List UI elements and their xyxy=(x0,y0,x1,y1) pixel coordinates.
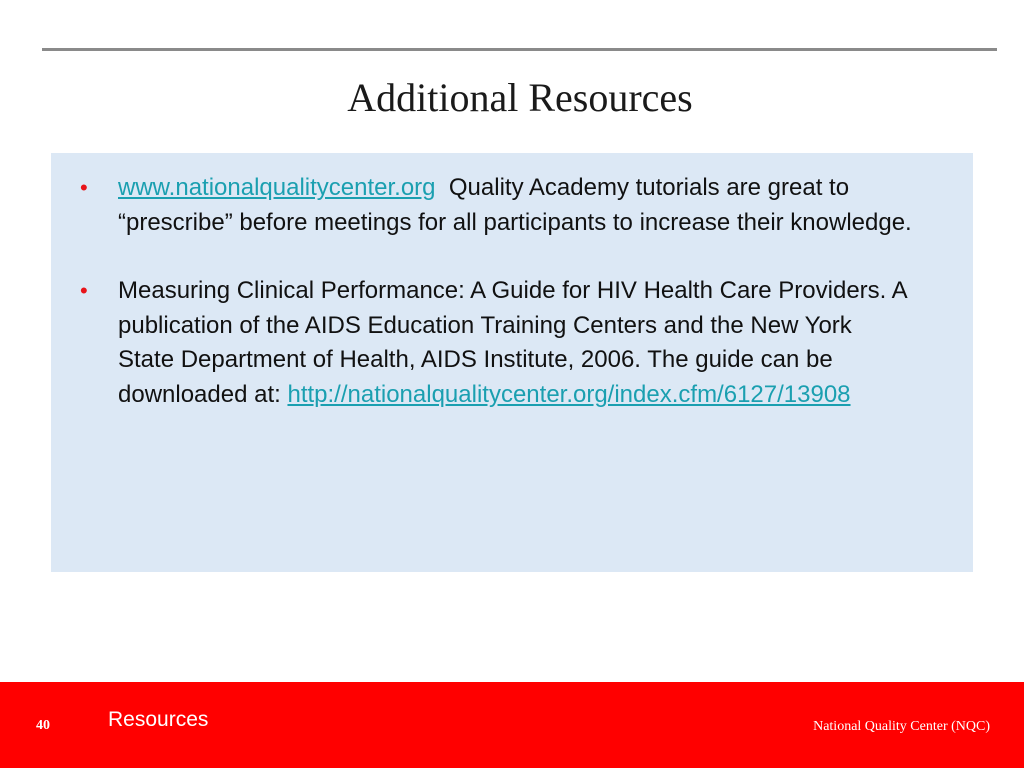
guide-download-link[interactable]: http://nationalqualitycenter.org/index.cfm/6127/13908 xyxy=(287,380,851,408)
footer-section-label: Resources xyxy=(108,708,209,731)
slide-title: Additional Resources xyxy=(347,75,693,120)
page-number: 40 xyxy=(36,718,50,733)
footer-organization: National Quality Center (NQC) xyxy=(813,719,990,734)
content-panel xyxy=(51,153,973,572)
list-item xyxy=(51,274,973,412)
footer-bar xyxy=(0,682,1024,768)
header-divider xyxy=(42,48,997,51)
bullet-list xyxy=(51,171,973,412)
bullet-icon: • xyxy=(80,278,88,303)
bullet-text: Quality Academy tutorials are great to “prescribe” before meetings for all participants to increase their knowledge. xyxy=(118,174,912,236)
bullet-text: Measuring Clinical Performance: A Guide for HIV Health Care Providers. A publication of the AIDS Education Training Centers and the New York State Department of Health, AIDS Institute, 2006. The guide can be downloaded at: xyxy=(118,277,907,408)
nqc-website-link[interactable]: www.nationalqualitycenter.org xyxy=(118,174,436,201)
list-item xyxy=(51,171,973,240)
bullet-icon: • xyxy=(80,175,88,200)
